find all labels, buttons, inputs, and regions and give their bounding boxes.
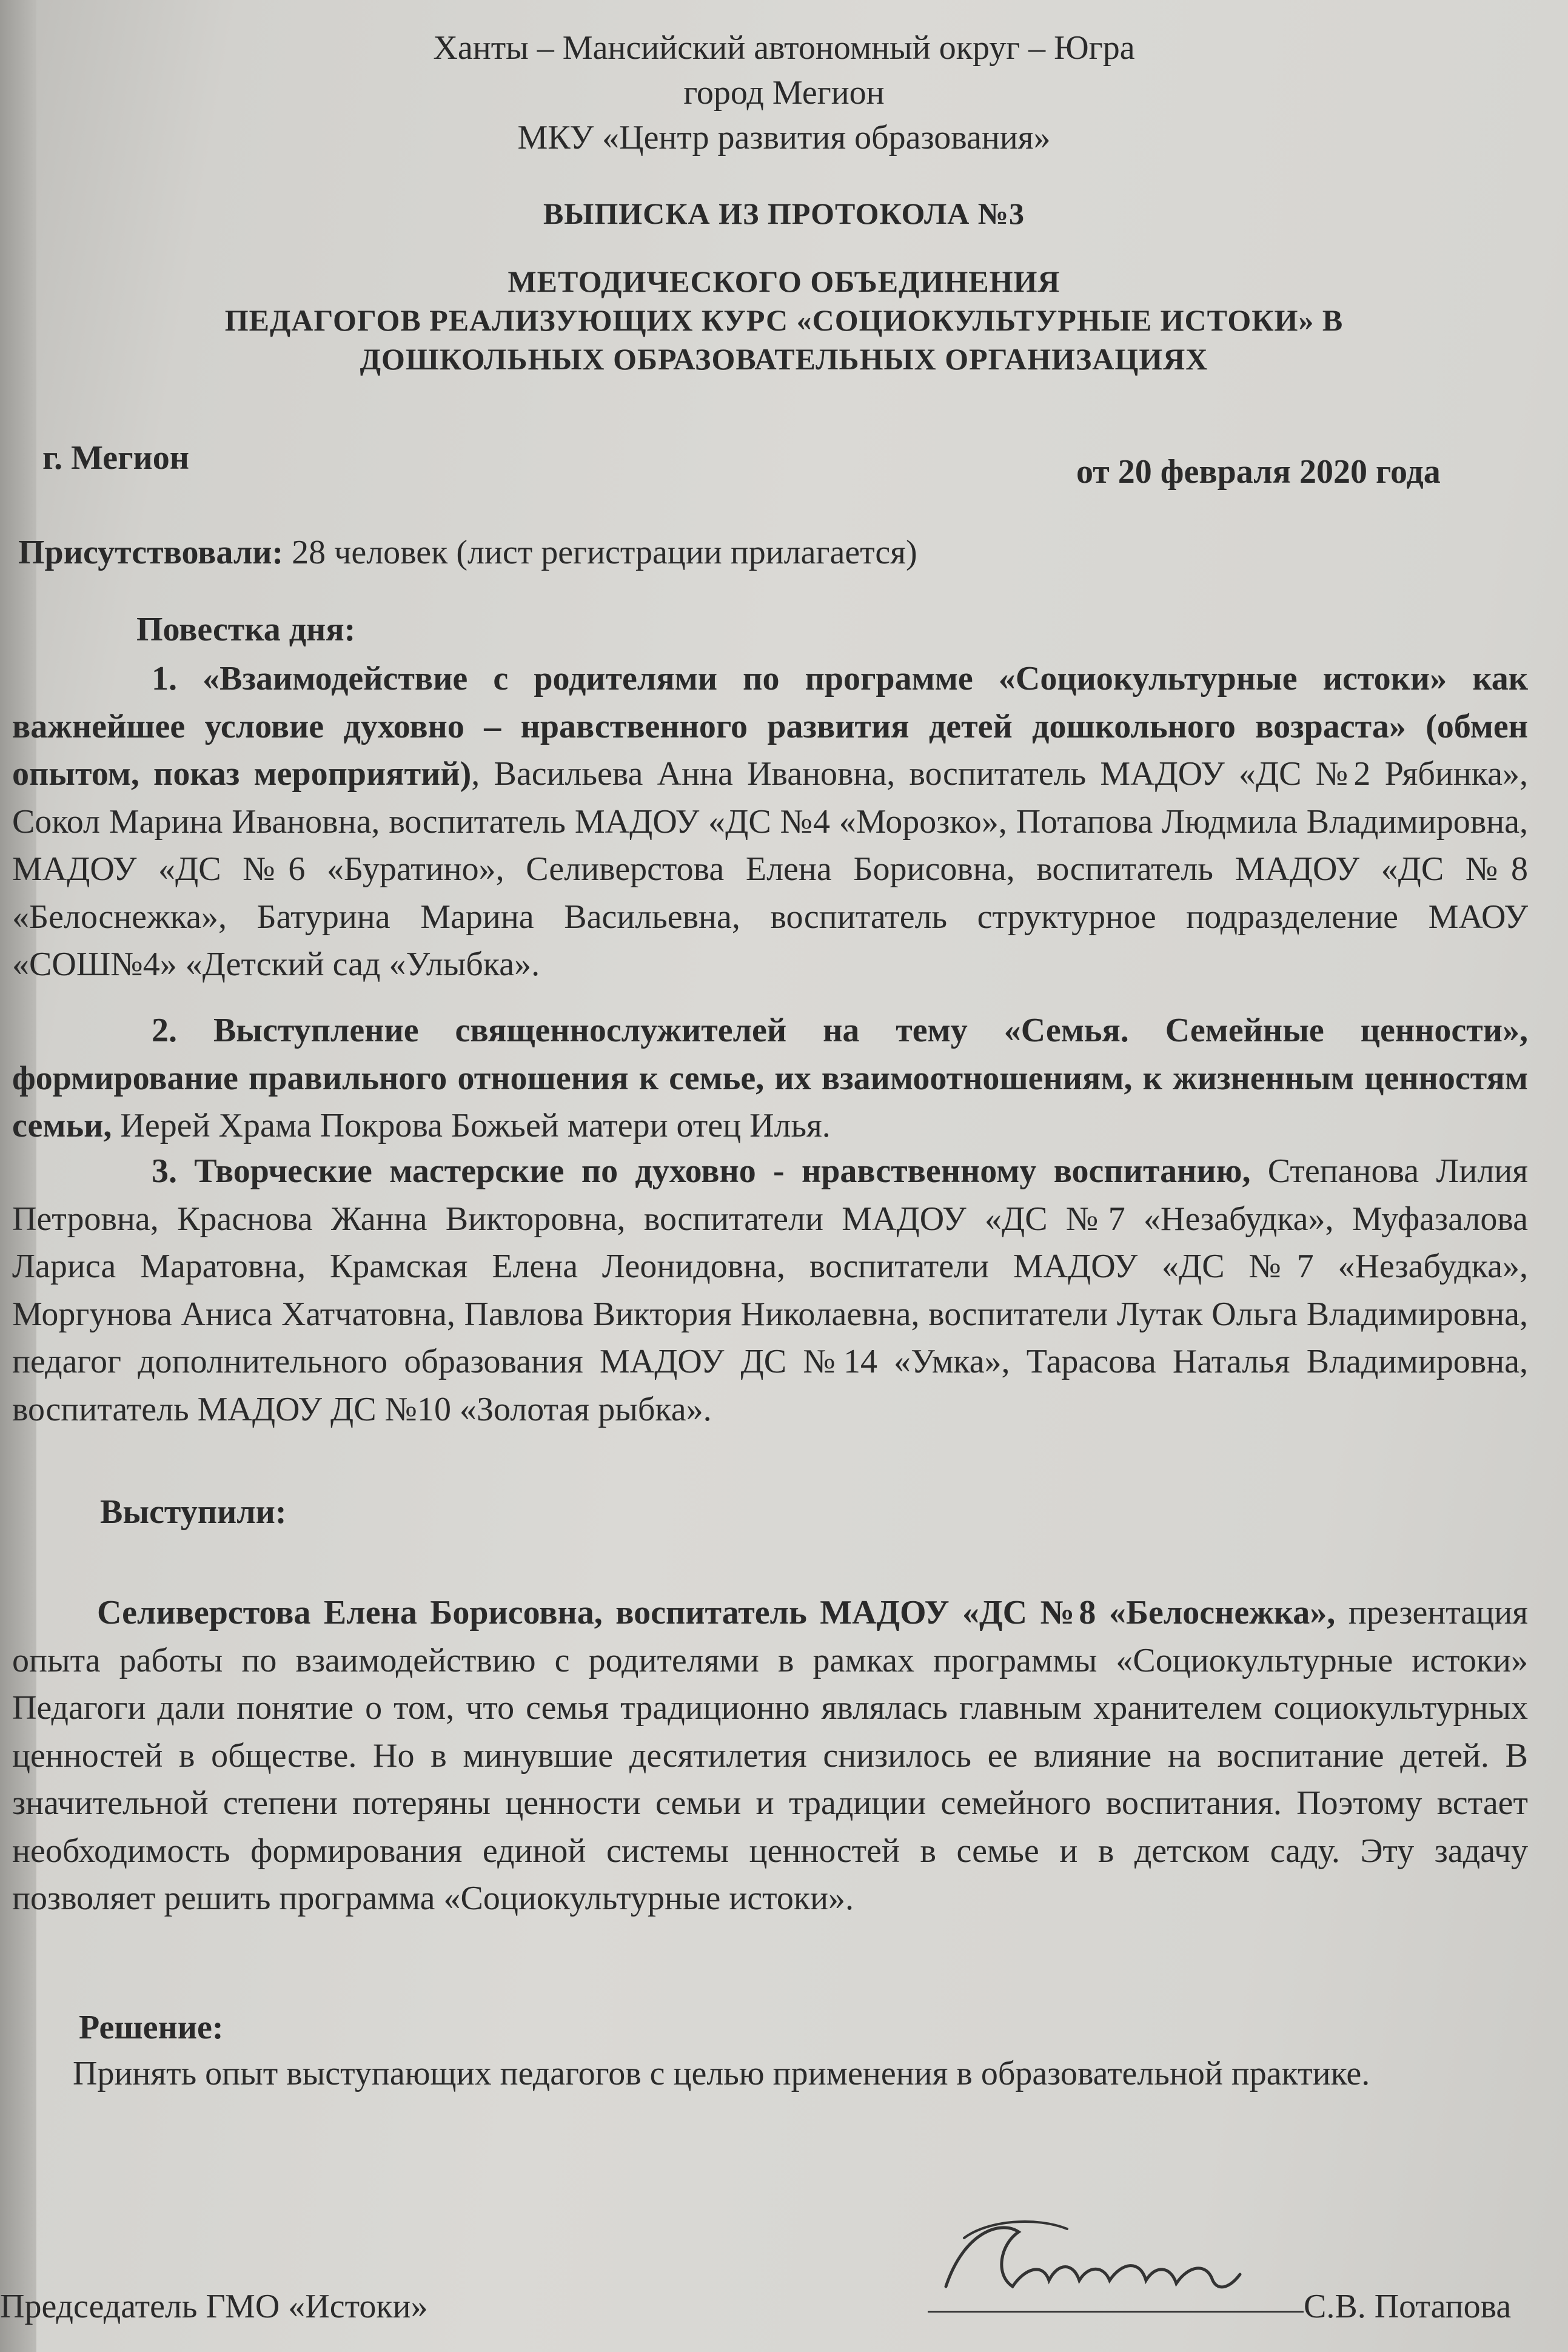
agenda-heading: Повестка дня: [136,611,356,648]
attendance-label: Присутствовали: [18,534,284,571]
header-region: Ханты – Мансийский автономный округ – Югра [433,29,1135,67]
agenda-item-3-title: 3. Творческие мастерские по духовно - нравственному воспитанию, [152,1152,1251,1190]
decision-text: Принять опыт выступающих педагогов с целью применения в образовательной практике. [73,2055,1370,2092]
agenda-item-2-text: Иерей Храма Покрова Божьей матери отец Илья. [112,1107,831,1144]
chairman-role: Председатель ГМО «Истоки» [0,2288,428,2325]
speaker-name: Селиверстова Елена Борисовна, воспитатель МАДОУ «ДС №8 «Белоснежка», [97,1594,1336,1631]
decision-heading: Решение: [79,2009,224,2046]
speaker-text: презентация опыта работы по взаимодействию с родителями в рамках программы «Социокультурные истоки» Педагоги дали понятие о том, что семья традиционно являлась главным хранителем социокультурных ценностей в обществе. Но в минувшие десятилетия снизилось ее влияние на воспитание детей. В значительной степени потеряны ценности семьи и традиции семейного воспитания. Поэтому встает необходимость формирования единой системы ценностей в семье и в детском саду. Эту задачу позволяет решить программа «Социокультурные истоки». [12,1594,1528,1917]
agenda-item-2 [12,1007,1528,1150]
decision-paragraph [12,2050,1528,2098]
speaker-paragraph [12,1589,1528,1923]
meeting-place: г. Мегион [42,439,190,477]
header-city: город Мегион [683,74,885,112]
subtitle-line-1: МЕТОДИЧЕСКОГО ОБЪЕДИНЕНИЯ [508,264,1060,298]
protocol-number: ВЫПИСКА ИЗ ПРОТОКОЛА №3 [543,197,1025,230]
header-organization: МКУ «Центр развития образования» [517,119,1051,156]
meeting-date: от 20 февраля 2020 года [1076,453,1441,491]
document-subtitle [0,262,1568,378]
agenda-item-1-text: , Васильева Анна Ивановна, воспитатель МАДОУ «ДС №2 Рябинка», Сокол Марина Ивановна, воспитатель МАДОУ «ДС №4 «Морозко», Потапова Людмила Владимировна, МАДОУ «ДС №6 «Буратино», Селиверстова Елена Борисовна, воспитатель МАДОУ «ДС №8 «Белоснежка», Батурина Марина Васильевна, воспитатель структурное подразделение МАОУ «СОШ№4» «Детский сад «Улыбка». [12,755,1529,983]
spoke-heading: Выступили: [100,1493,287,1531]
document-header [0,25,1568,160]
protocol-title [0,194,1568,233]
subtitle-line-2: ПЕДАГОГОВ РЕАЛИЗУЮЩИХ КУРС «СОЦИОКУЛЬТУРНЫЕ ИСТОКИ» В [224,303,1344,337]
chairman-name: С.В. Потапова [1304,2288,1512,2325]
subtitle-line-3: ДОШКОЛЬНЫХ ОБРАЗОВАТЕЛЬНЫХ ОРГАНИЗАЦИЯХ [360,342,1208,376]
handwritten-signature [928,2196,1243,2317]
agenda-item-1-title: 1. «Взаимодействие с родителями по программе «Социокультурные истоки» как важнейшее условие духовно – нравственного развития детей дошкольного возраста» (обмен опытом, показ мероприятий) [12,660,1528,793]
agenda-item-1 [12,655,1528,989]
signature-line [928,2311,1304,2313]
attendance [18,533,917,573]
agenda-item-3 [12,1147,1528,1433]
agenda-item-3-text: Степанова Лилия Петровна, Краснова Жанна Викторовна, воспитатели МАДОУ «ДС №7 «Незабудка», Муфазалова Лариса Маратовна, Крамская Елена Леонидовна, воспитатели МАДОУ «ДС №7 «Незабудка», Моргунова Аниса Хатчатовна, Павлова Виктория Николаевна, воспитатели Лутак Ольга Владимировна, педагог дополнительного образования МАДОУ ДС №14 «Умка», Тарасова Наталья Владимировна, воспитатель МАДОУ ДС №10 «Золотая рыбка». [12,1152,1529,1428]
agenda-item-2-title: 2. Выступление священнослужителей на тему «Семья. Семейные ценности», формирование правильного отношения к семье, их взаимоотношениям, к жизненным ценностям семьи, [12,1012,1528,1144]
attendance-value: 28 человек (лист регистрации прилагается) [283,534,917,571]
